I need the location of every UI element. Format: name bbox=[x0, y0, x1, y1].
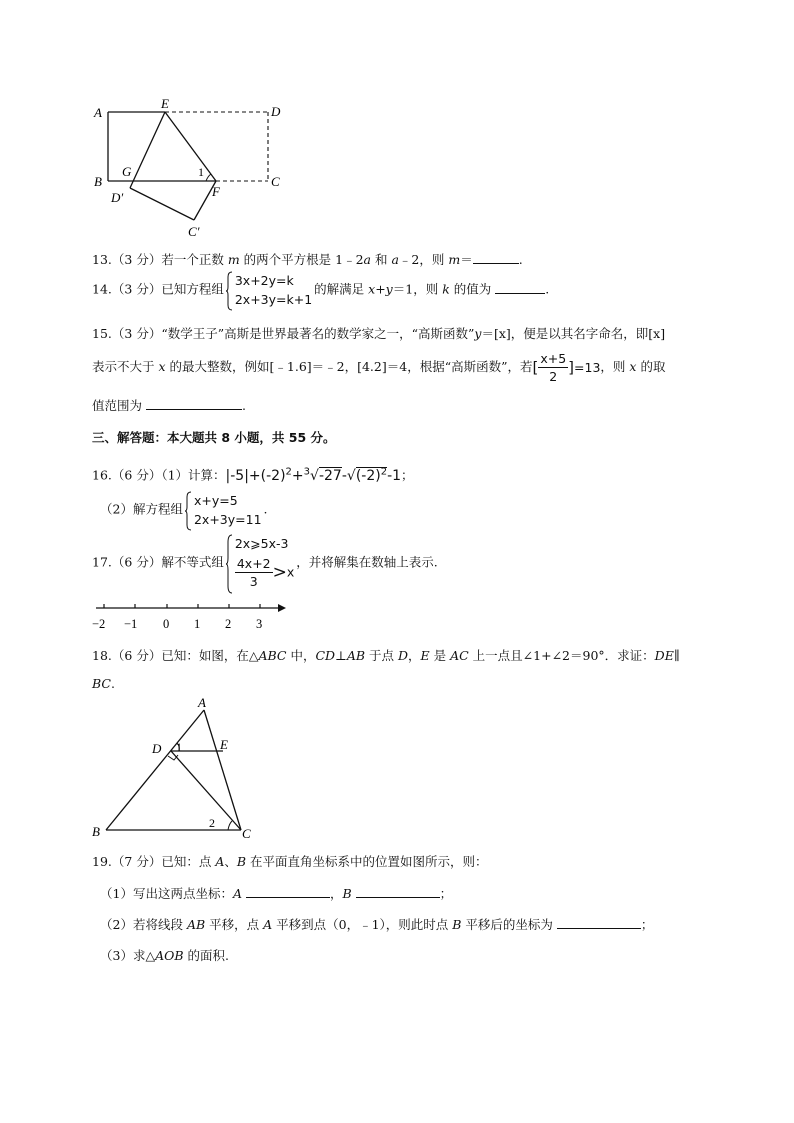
question-14 bbox=[92, 271, 549, 309]
q14-post-a: 的解满足 bbox=[314, 281, 369, 297]
q15-line2a: 表示不大于 bbox=[92, 359, 159, 374]
q15-line2b: 的最大整数，例如[﹣1.6]＝﹣2，[4.2]＝4，根据“高斯函数”，若 bbox=[165, 359, 533, 374]
q19-p2AB: AB bbox=[186, 917, 206, 932]
q19-p1a: （1）写出这两点坐标： bbox=[100, 886, 233, 901]
q14-var-xy: x+y bbox=[368, 281, 393, 297]
q16-root-index: 3 bbox=[303, 466, 311, 477]
q16-score: （6 分） bbox=[111, 467, 162, 483]
brace-icon bbox=[226, 534, 233, 594]
q14-var-k: k bbox=[442, 281, 450, 297]
q19-p1end: ； bbox=[439, 886, 453, 901]
q18-AB: AB bbox=[346, 648, 366, 663]
tick-label: −2 bbox=[92, 617, 106, 631]
question-16-part2 bbox=[100, 491, 268, 529]
q18-AC: AC bbox=[450, 648, 469, 663]
fig12-label-D: D bbox=[271, 104, 281, 119]
q16-radicand1: -27 bbox=[318, 467, 342, 484]
q17-ineq1: 2x⩾5x-3 bbox=[234, 536, 289, 551]
fig12-label-B: B bbox=[94, 174, 102, 189]
q18-mid1: 中， bbox=[286, 648, 316, 663]
q15-number: 15. bbox=[92, 326, 112, 341]
q18-E: E bbox=[420, 648, 430, 663]
q19-p1comma: ， bbox=[329, 886, 343, 901]
q13-end: . bbox=[518, 252, 523, 267]
q16-radicand2: (-2) bbox=[355, 467, 381, 484]
q16-expr-a: |-5|+(-2) bbox=[225, 467, 286, 484]
q14-post-c: 的值为 bbox=[449, 281, 496, 297]
question-19-part1 bbox=[100, 884, 452, 902]
q19-p2a: （2）若将线段 bbox=[100, 917, 187, 932]
q13-number: 13. bbox=[92, 252, 112, 267]
question-19-part3 bbox=[100, 946, 229, 964]
number-line bbox=[90, 598, 290, 634]
triangle-figure bbox=[88, 696, 268, 844]
tick-label: 1 bbox=[194, 617, 201, 631]
q15-fraction bbox=[538, 350, 568, 385]
question-15-line1 bbox=[92, 324, 665, 342]
q19-number: 19. bbox=[92, 854, 112, 869]
q13-text-a: 若一个正数 bbox=[161, 252, 228, 267]
q14-equation-system bbox=[226, 271, 312, 309]
q19-p1B: B bbox=[342, 886, 352, 901]
tick-label: −1 bbox=[124, 617, 138, 631]
q17-frac-num: 4x+2 bbox=[236, 556, 271, 571]
q15-var-x2: x bbox=[629, 359, 637, 374]
q13-var-a2: a bbox=[391, 252, 399, 267]
fig12-label-1: 1 bbox=[198, 165, 204, 179]
q15-frac-den: 2 bbox=[549, 369, 558, 384]
q14-answer-blank[interactable] bbox=[495, 281, 545, 294]
fig18-label-E: E bbox=[220, 737, 228, 752]
q15-line1: “数学王子”高斯是世界最著名的数学家之一，“高斯函数” bbox=[161, 326, 475, 341]
q15-eqx: ＝[x]，便是以其名字命名，即[x] bbox=[481, 326, 666, 341]
section-3-heading: 三、解答题：本大题共 8 小题，共 55 分。 bbox=[92, 430, 336, 445]
question-17 bbox=[92, 534, 438, 592]
q18-score: （6 分） bbox=[111, 648, 162, 663]
q17-number: 17. bbox=[92, 554, 112, 570]
q13-text-d: ﹣2，则 bbox=[398, 252, 449, 267]
q18-mid2: ⊥ bbox=[335, 648, 347, 663]
q13-text-e: ＝ bbox=[460, 252, 473, 267]
q16-part2: （2）解方程组 bbox=[100, 501, 183, 517]
fig18-label-B: B bbox=[92, 824, 100, 839]
q18-D: D bbox=[397, 648, 409, 663]
q16-eq2: 2x+3y=11 bbox=[193, 512, 262, 527]
q14-post-b: ＝1，则 bbox=[392, 281, 443, 297]
q19-line1b: 在平面直角坐标系中的位置如图所示，则： bbox=[246, 854, 488, 869]
q17-fraction bbox=[235, 555, 273, 590]
q18-end: . bbox=[110, 676, 115, 691]
q19-A-blank[interactable] bbox=[246, 885, 330, 898]
fig12-label-G: G bbox=[122, 164, 132, 179]
q18-line1: 已知：如图，在△ bbox=[161, 648, 259, 663]
q14-end: . bbox=[545, 281, 550, 297]
q19-sep: 、 bbox=[224, 854, 237, 869]
q19-B: B bbox=[236, 854, 247, 869]
q18-BC: BC bbox=[92, 676, 111, 691]
q16-tail: -1 bbox=[387, 467, 402, 484]
q16-sup2b: 2 bbox=[380, 466, 388, 477]
q13-var-a: a bbox=[363, 252, 371, 267]
q19-A: A bbox=[215, 854, 225, 869]
q14-eq1: 3x+2y=k bbox=[234, 273, 294, 288]
fig18-label-1: 1 bbox=[176, 740, 182, 754]
tick-label: 2 bbox=[225, 617, 232, 631]
tick-label: 0 bbox=[163, 617, 170, 631]
q15-line2c: ，则 bbox=[600, 359, 630, 374]
q17-x: x bbox=[286, 564, 295, 580]
q19-score: （7 分） bbox=[111, 854, 162, 869]
question-18-line1 bbox=[92, 646, 680, 664]
q16-eq1: x+y=5 bbox=[193, 493, 238, 508]
q17-inequality-system bbox=[226, 534, 294, 592]
fig12-label-Dprime: D′ bbox=[111, 190, 124, 205]
fig18-label-C: C bbox=[242, 826, 251, 841]
fig12-label-F: F bbox=[212, 184, 220, 199]
q13-var-m: m bbox=[227, 252, 240, 267]
question-16-part1 bbox=[92, 460, 414, 488]
q14-eq2: 2x+3y=k+1 bbox=[234, 292, 313, 307]
q18-par: ∥ bbox=[673, 648, 680, 663]
q15-eq13: =13 bbox=[574, 360, 601, 375]
q15-frac-num: x+5 bbox=[540, 351, 567, 366]
q19-B-blank[interactable] bbox=[356, 885, 440, 898]
q19-p3AOB: AOB bbox=[155, 948, 184, 963]
q13-answer-blank[interactable] bbox=[473, 251, 519, 264]
brace-icon bbox=[185, 491, 192, 531]
q19-p2B: B bbox=[452, 917, 462, 932]
q16-semi: ； bbox=[401, 467, 414, 483]
fig12-label-C: C bbox=[271, 174, 280, 189]
q15-answer-blank[interactable] bbox=[146, 397, 242, 410]
q18-mid5: 是 bbox=[429, 648, 451, 663]
q14-score: （3 分） bbox=[111, 281, 162, 297]
q17-pre: 解不等式组 bbox=[161, 554, 224, 570]
fold-rectangle-figure bbox=[88, 92, 298, 240]
q13-text-b: 的两个平方根是 1﹣2 bbox=[239, 252, 364, 267]
q16-number: 16. bbox=[92, 467, 112, 483]
q15-var-x: x bbox=[158, 359, 166, 374]
q19-p2A: A bbox=[263, 917, 273, 932]
question-19-part2 bbox=[100, 915, 653, 933]
question-15-line3 bbox=[92, 396, 246, 414]
q13-var-m2: m bbox=[448, 252, 461, 267]
q13-text-c: 和 bbox=[370, 252, 392, 267]
question-19-line1 bbox=[92, 852, 488, 870]
q16-plus: + bbox=[291, 467, 304, 484]
q18-mid3: 于点 bbox=[365, 648, 398, 663]
fig12-label-Cprime: C′ bbox=[188, 224, 200, 239]
question-13 bbox=[92, 250, 523, 268]
q17-score: （6 分） bbox=[111, 554, 162, 570]
q19-p1A: A bbox=[232, 886, 242, 901]
q15-line3: 值范围为 bbox=[92, 398, 146, 413]
tick-label: 3 bbox=[256, 617, 263, 631]
sqrt-icon-2: √ bbox=[346, 467, 356, 484]
q18-number: 18. bbox=[92, 648, 112, 663]
q15-end: . bbox=[241, 398, 246, 413]
q19-line1a: 已知：点 bbox=[161, 854, 216, 869]
question-15-line2: 表示不大于 x 的最大整数，例如[﹣1.6]＝﹣2，[4.2]＝4，根据“高斯函数”，若[ $\frac{x+5}{2}$ ]=13，则 x 的取 bbox=[92, 351, 666, 384]
q16-minus: - bbox=[341, 467, 347, 484]
q17-gt: > bbox=[272, 562, 287, 583]
q16-sup2: 2 bbox=[285, 466, 292, 477]
q18-DE: DE bbox=[654, 648, 674, 663]
fig18-label-A: A bbox=[198, 696, 206, 710]
q15-line2d: 的取 bbox=[636, 359, 666, 374]
q17-frac-den: 3 bbox=[249, 574, 258, 589]
q14-pre: 已知方程组 bbox=[161, 281, 224, 297]
fig18-label-D: D bbox=[152, 741, 162, 756]
fig12-label-A: A bbox=[94, 105, 102, 120]
q19-translate-blank[interactable] bbox=[557, 916, 641, 929]
q18-mid6: 上一点且∠1+∠2＝90°．求证： bbox=[468, 648, 655, 663]
q18-mid4: ， bbox=[408, 648, 421, 663]
q19-p3b: 的面积. bbox=[183, 948, 229, 963]
question-18-line2 bbox=[92, 676, 115, 691]
q19-p2end: ； bbox=[640, 917, 654, 932]
q14-number: 14. bbox=[92, 281, 112, 297]
q15-score: （3 分） bbox=[111, 326, 162, 341]
q19-p3a: （3）求△ bbox=[100, 948, 156, 963]
q16-end: . bbox=[263, 501, 268, 517]
q16-equation-system bbox=[185, 491, 262, 529]
q13-score: （3 分） bbox=[111, 252, 162, 267]
q19-p2c: 平移到点（0，﹣1），则此时点 bbox=[272, 917, 453, 932]
q16-part1: （1）计算： bbox=[161, 467, 226, 483]
q19-p2d: 平移后的坐标为 bbox=[461, 917, 557, 932]
fig18-label-2: 2 bbox=[209, 816, 215, 830]
q18-ABC: ABC bbox=[258, 648, 287, 663]
q17-post: ，并将解集在数轴上表示. bbox=[296, 554, 438, 570]
q19-p2b: 平移，点 bbox=[205, 917, 264, 932]
sqrt-icon: √ bbox=[310, 467, 319, 484]
q15-var-y: y bbox=[474, 326, 482, 341]
q18-CD: CD bbox=[315, 648, 336, 663]
brace-icon bbox=[226, 271, 233, 311]
fig12-label-E: E bbox=[161, 96, 169, 111]
